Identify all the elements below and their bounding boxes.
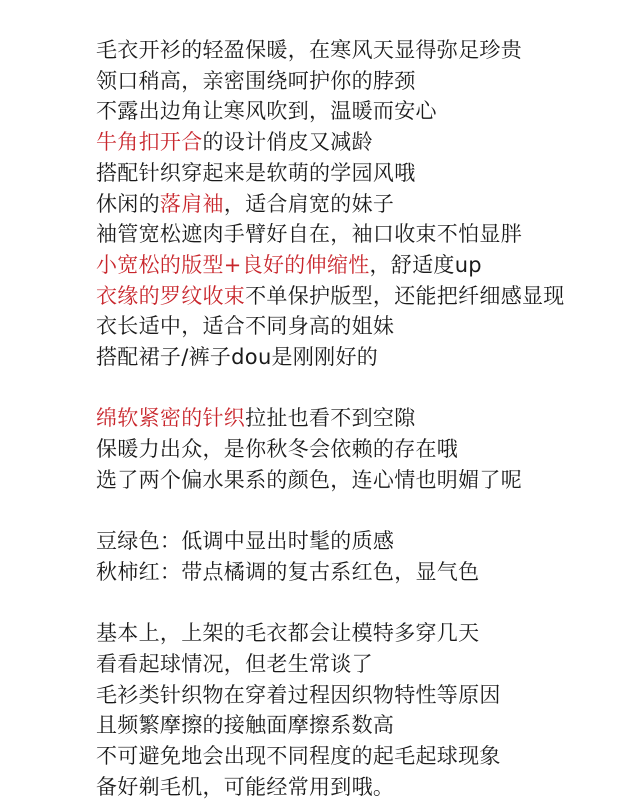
highlighted-text: 牛角扣开合 [96, 130, 203, 155]
body-text: ，适合肩宽的妹子 [223, 191, 395, 216]
body-text: 不可避免地会出现不同程度的起毛起球现象 [96, 744, 501, 769]
body-text: 休闲的 [96, 191, 160, 216]
body-text: 秋柿红：带点橘调的复古系红色，显气色 [96, 559, 480, 584]
text-line [96, 220, 522, 248]
body-text: 毛衫类针织物在穿着过程因织物特性等原因 [96, 682, 501, 707]
body-text: ，舒适度up [369, 252, 482, 277]
text-line [96, 650, 373, 678]
body-text: 保暖力出众，是你秋冬会依赖的存在哦 [96, 437, 459, 462]
body-text: 拉扯也看不到空隙 [245, 406, 416, 431]
body-text: 且频繁摩擦的接触面摩擦系数高 [96, 713, 395, 738]
text-line [96, 312, 394, 340]
text-line [96, 128, 373, 156]
body-text: 毛衣开衫的轻盈保暖，在寒风天显得弥足珍贵 [96, 38, 522, 62]
body-text: 豆绿色：低调中显出时髦的质感 [96, 529, 395, 554]
text-line [96, 282, 565, 310]
text-line [96, 773, 394, 801]
body-text: 备好剃毛机，可能经常用到哦。 [96, 774, 395, 799]
text-line [96, 742, 501, 770]
highlighted-text: 绵软紧密的针织 [96, 406, 246, 431]
text-line [96, 190, 394, 218]
text-line [96, 404, 416, 432]
highlighted-text: 落肩袖 [159, 191, 224, 216]
text-line [96, 67, 416, 95]
text-line [96, 36, 522, 64]
body-text: 不露出边角让寒风吹到，温暖而安心 [96, 99, 437, 124]
text-line [96, 343, 378, 371]
text-line [96, 558, 479, 586]
body-text: 的设计俏皮又减龄 [202, 130, 373, 155]
text-line [96, 251, 482, 279]
body-text: 领口稍高，亲密围绕呵护你的脖颈 [96, 68, 416, 93]
highlighted-text: 小宽松的版型+良好的伸缩性 [96, 252, 370, 277]
body-text: 搭配针织穿起来是软萌的学园风哦 [96, 160, 416, 185]
body-text: 基本上，上架的毛衣都会让模特多穿几天 [96, 621, 480, 646]
body-text: 搭配裙子/裤子dou是刚刚好的 [96, 345, 379, 369]
text-line [96, 681, 501, 709]
text-line [96, 711, 394, 739]
body-text: 衣长适中，适合不同身高的姐妹 [96, 314, 395, 339]
body-text: 不单保护版型，还能把纤细感显现 [245, 283, 565, 308]
text-line [96, 466, 522, 494]
text-line [96, 527, 394, 555]
text-line [96, 159, 416, 187]
body-text: 看看起球情况，但老生常谈了 [96, 652, 373, 676]
text-line [96, 97, 437, 125]
text-line [96, 435, 458, 463]
body-text: 袖管宽松遮肉手臂好自在，袖口收束不怕显胖 [96, 222, 522, 247]
body-text: 选了两个偏水果系的颜色，连心情也明媚了呢 [96, 467, 522, 492]
highlighted-text: 衣缘的罗纹收束 [96, 283, 246, 308]
text-line [96, 619, 479, 647]
